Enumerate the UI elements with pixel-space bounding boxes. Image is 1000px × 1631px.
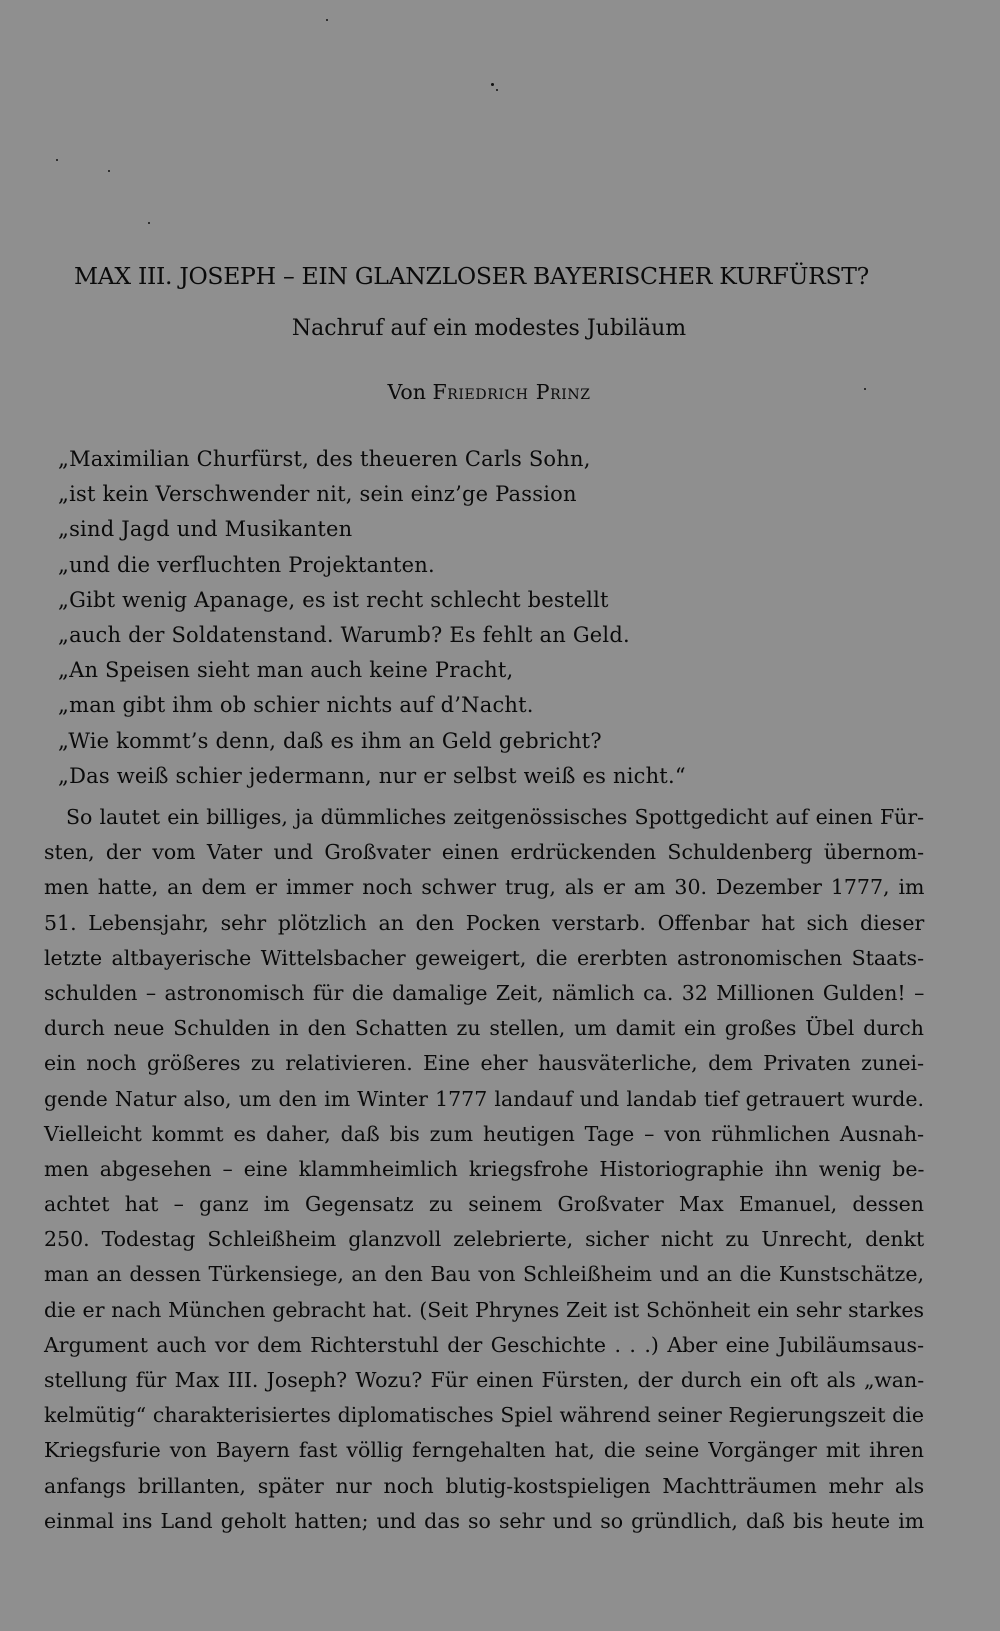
author-name: Friedrich Prinz [432,380,591,404]
body-line: men abgesehen – eine klammheimlich kriegsfrohe Historiographie ihn wenig be- [44,1156,925,1181]
poem-line: „ist kein Verschwender nit, sein einz’ge Passion [58,482,577,507]
body-line: schulden – astronomisch für die damalige Zeit, nämlich ca. 32 Millionen Gulden! – [44,980,925,1005]
body-line: 51. Lebensjahr, sehr plötzlich an den Pocken verstarb. Offenbar hat sich dieser [44,910,925,935]
body-line: Argument auch vor dem Richterstuhl der Geschichte . . .) Aber eine Jubiläumsaus- [44,1332,924,1357]
body-line: anfangs brillanten, später nur noch blutig-kostspieligen Machtträumen mehr als [44,1473,925,1498]
body-line: So lautet ein billiges, ja dümmliches zeitgenössisches Spottgedicht auf einen Für- [66,805,925,829]
body-paragraph [44,800,924,1539]
author-line [0,380,978,404]
author-prefix: Von [387,380,426,404]
scan-speck [496,89,498,91]
poem-block [58,442,938,794]
poem-line: „An Speisen sieht man auch keine Pracht, [58,658,514,683]
body-line: men hatte, an dem er immer noch schwer trug, als er am 30. Dezember 1777, im [44,875,925,900]
body-line: man an dessen Türkensiege, an den Bau von Schleißheim und an die Kunstschätze, [44,1262,924,1287]
body-line: einmal ins Land geholt hatten; und das so sehr und so gründlich, daß bis heute im [44,1508,925,1533]
body-line: Kriegsfurie von Bayern fast völlig ferngehalten hat, die seine Vorgänger mit ihren [44,1438,924,1463]
body-line: die er nach München gebracht hat. (Seit Phrynes Zeit ist Schönheit ein sehr starkes [44,1297,924,1322]
body-line: sten, der vom Vater und Großvater einen erdrückenden Schuldenberg übernom- [44,840,924,865]
article-title: MAX III. JOSEPH – EIN GLANZLOSER BAYERISCHER KURFÜRST? [74,262,869,290]
poem-line: „Das weiß schier jedermann, nur er selbst weiß es nicht.“ [58,763,686,788]
body-line: kelmütig“ charakterisiertes diplomatisches Spiel während seiner Regierungszeit die [44,1403,924,1428]
scan-speck [108,170,110,172]
body-line: stellung für Max III. Joseph? Wozu? Für einen Fürsten, der durch ein oft als „wan- [44,1368,925,1392]
poem-line: „Gibt wenig Apanage, es ist recht schlecht bestellt [58,587,609,612]
body-line: letzte altbayerische Wittelsbacher geweigert, die ererbten astronomischen Staats- [44,945,924,970]
body-line: Vielleicht kommt es daher, daß bis zum heutigen Tage – von rühmlichen Ausnah- [44,1121,924,1146]
scan-speck [56,159,58,161]
body-line: durch neue Schulden in den Schatten zu stellen, um damit ein großes Übel durch [44,1016,924,1041]
poem-line: „man gibt ihm ob schier nichts auf d’Nacht. [58,693,534,718]
poem-line: „Wie kommt’s denn, daß es ihm an Geld gebricht? [58,728,602,753]
poem-line: „sind Jagd und Musikanten [58,517,353,542]
scan-speck [148,222,150,224]
article-subtitle: Nachruf auf ein modestes Jubiläum [291,316,687,341]
body-line: ein noch größeres zu relativieren. Eine eher hausväterliche, dem Privaten zunei- [44,1051,924,1076]
scan-speck [491,83,494,86]
poem-line: „und die verfluchten Projektanten. [58,552,435,577]
body-line: achtet hat – ganz im Gegensatz zu seinem Großvater Max Emanuel, dessen [44,1192,925,1217]
body-line: gende Natur also, um den im Winter 1777 landauf und landab tief getrauert wurde. [44,1086,924,1111]
body-line: 250. Todestag Schleißheim glanzvoll zelebrierte, sicher nicht zu Unrecht, denkt [44,1227,925,1252]
poem-line: „auch der Soldatenstand. Warumb? Es fehlt an Geld. [58,622,630,647]
poem-line: „Maximilian Churfürst, des theueren Carls Sohn, [58,447,591,471]
scan-speck [326,19,328,21]
